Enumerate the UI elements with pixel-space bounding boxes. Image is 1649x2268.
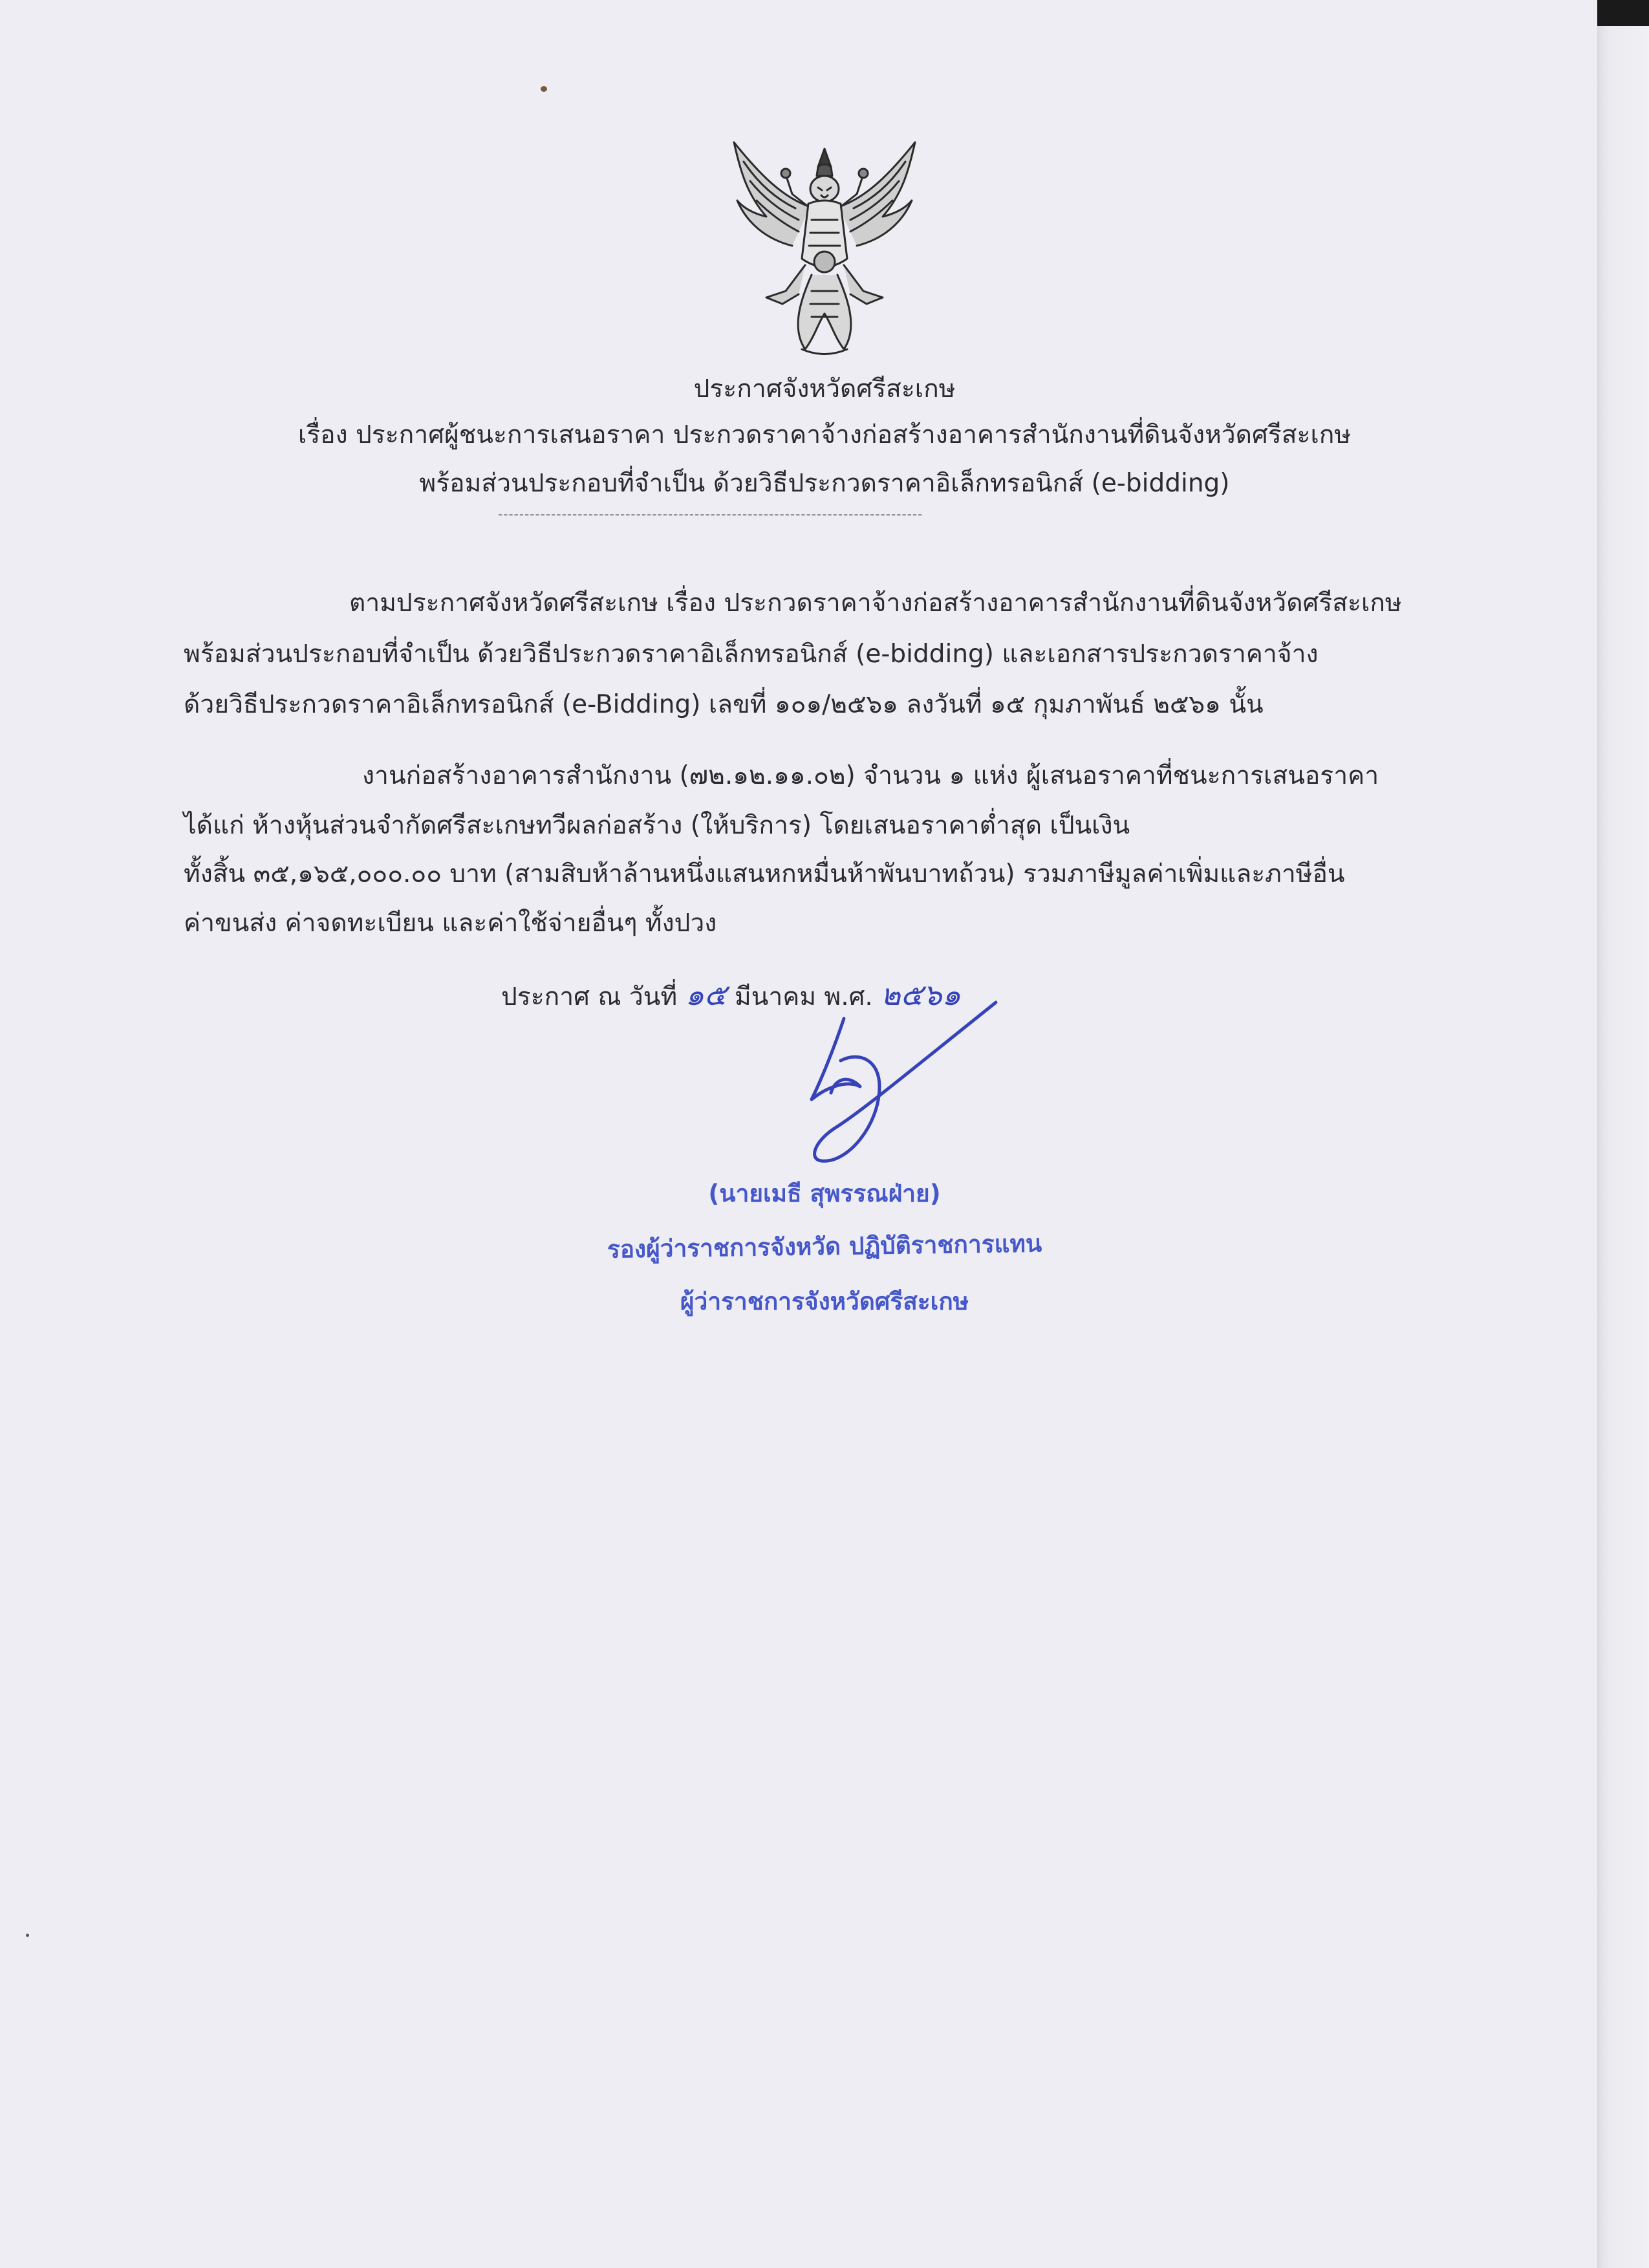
- paragraph-1-line: พร้อมส่วนประกอบที่จำเป็น ด้วยวิธีประกวดราคาอิเล็กทรอนิกส์ (e-bidding) และเอกสารประกวดราคาจ้าง: [184, 640, 1319, 669]
- signatory-position: รองผู้ว่าราชการจังหวัด ปฏิบัติราชการแทน: [607, 1229, 1042, 1264]
- scan-edge: [1597, 0, 1649, 2268]
- paragraph-1-line: ตามประกาศจังหวัดศรีสะเกษ เรื่อง ประกวดราคาจ้างก่อสร้างอาคารสำนักงานที่ดินจังหวัดศรีสะเกษ: [349, 589, 1402, 618]
- date-year: ๒๕๖๑: [881, 977, 961, 1012]
- paragraph-1-line: ด้วยวิธีประกวดราคาอิเล็กทรอนิกส์ (e-Bidding) เลขที่ ๑๐๑/๒๕๖๑ ลงวันที่ ๑๕ กุมภาพันธ์ ๒๕๖๑ นั้น: [184, 690, 1264, 719]
- subject-line-2: พร้อมส่วนประกอบที่จำเป็น ด้วยวิธีประกวดราคาอิเล็กทรอนิกส์ (e-bidding): [419, 469, 1230, 498]
- paper-speck: [541, 86, 547, 92]
- paper-speck: [26, 1934, 29, 1937]
- paragraph-2-line: ทั้งสิ้น ๓๕,๑๖๕,๐๐๐.๐๐ บาท (สามสิบห้าล้านหนึ่งแสนหกหมื่นห้าพันบาทถ้วน) รวมภาษีมูลค่าเพิ่มและภาษีอื่น: [184, 859, 1345, 889]
- handwritten-signature: [750, 989, 1009, 1177]
- paragraph-2-line: ค่าขนส่ง ค่าจดทะเบียน และค่าใช้จ่ายอื่นๆ ทั้งปวง: [184, 909, 717, 938]
- subject-line: เรื่อง ประกาศผู้ชนะการเสนอราคา ประกวดราคาจ้างก่อสร้างอาคารสำนักงานที่ดินจังหวัดศรีสะเกษ: [297, 420, 1352, 449]
- date-month: มีนาคม: [735, 982, 817, 1011]
- handwritten-day: ๑๕: [685, 977, 727, 1012]
- garuda-emblem-icon: [721, 136, 928, 362]
- agency-title: ประกาศจังหวัดศรีสะเกษ: [693, 374, 956, 404]
- date-year-prefix: พ.ศ.: [824, 982, 873, 1011]
- signatory-office: ผู้ว่าราชการจังหวัดศรีสะเกษ: [680, 1288, 969, 1315]
- date-prefix: ประกาศ ณ วันที่: [501, 982, 678, 1011]
- scan-corner: [1597, 0, 1649, 26]
- divider-text: --------------------------------------------------------------------------------: [498, 506, 923, 522]
- paragraph-2-line: ได้แก่ ห้างหุ้นส่วนจำกัดศรีสะเกษทวีผลก่อสร้าง (ให้บริการ) โดยเสนอราคาต่ำสุด เป็นเงิน: [184, 811, 1130, 840]
- signatory-name: (นายเมธี สุพรรณฝ่าย): [708, 1180, 941, 1207]
- paragraph-2-line: งานก่อสร้างอาคารสำนักงาน (๗๒.๑๒.๑๑.๐๒) จำนวน ๑ แห่ง ผู้เสนอราคาที่ชนะการเสนอราคา: [362, 761, 1379, 790]
